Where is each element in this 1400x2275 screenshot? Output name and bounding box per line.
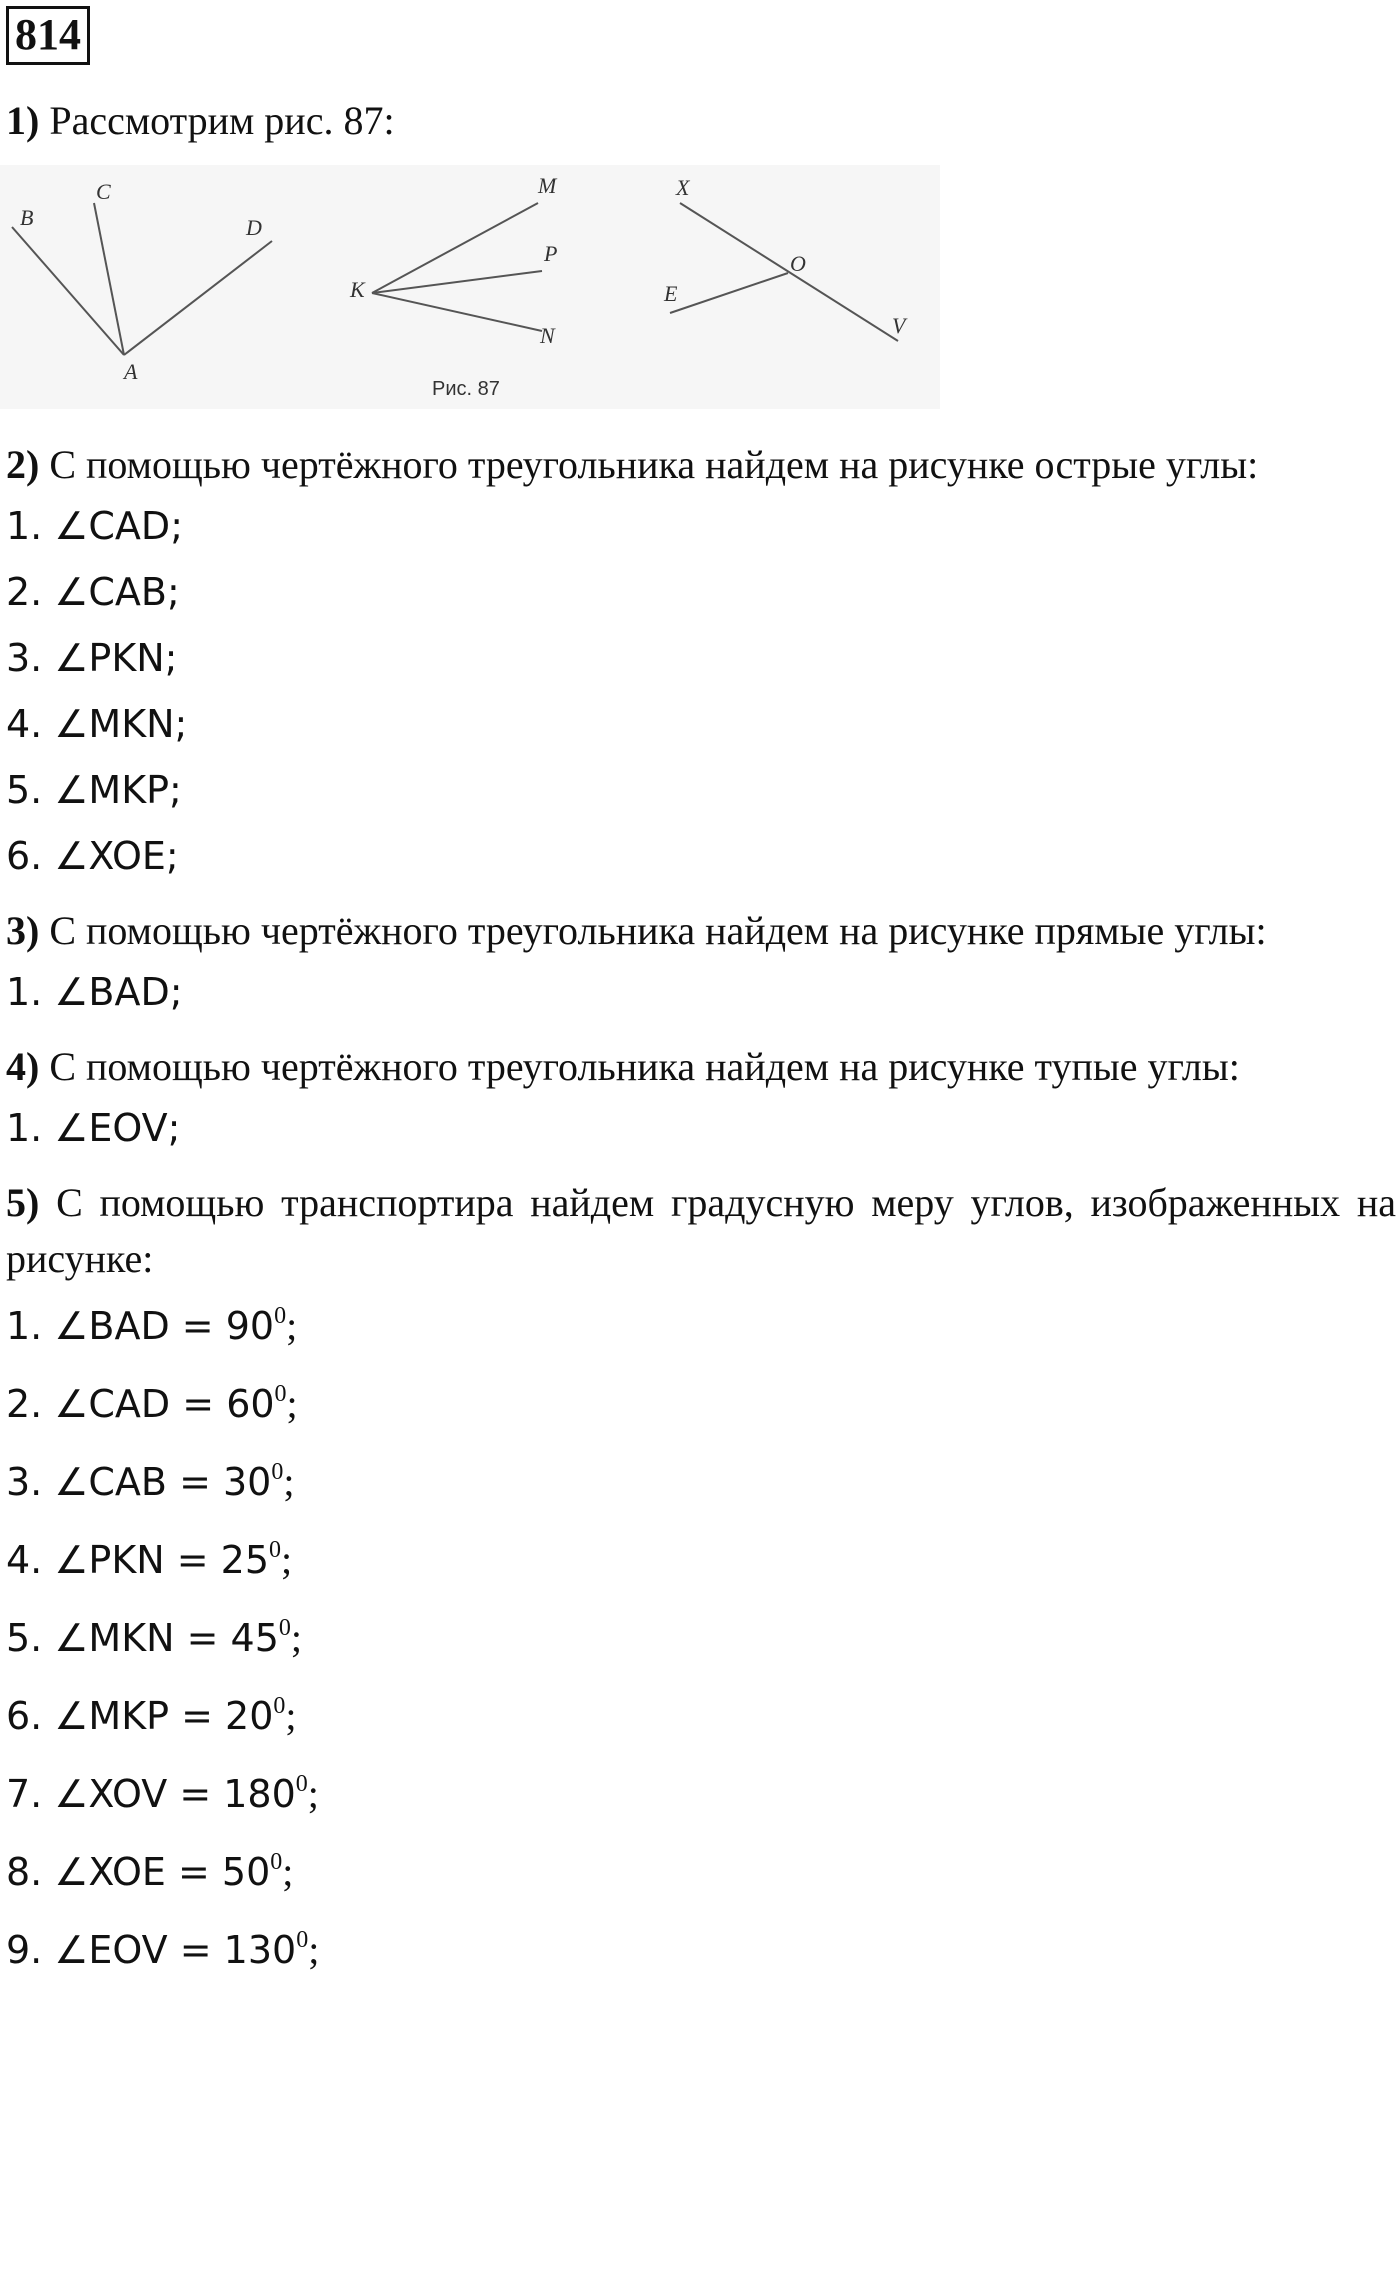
angle-measures-list [6, 1287, 1396, 1989]
section-4-statement: С помощью чертёжного треугольника найдем на рисунке тупые углы: [49, 1044, 1240, 1089]
degree-mark: 0 [270, 1849, 283, 1875]
measure-text: 1. ∠BAD = 90 [6, 1304, 275, 1348]
list-item [6, 823, 1396, 889]
measure-end: ; [308, 1927, 320, 1972]
list-item [6, 691, 1396, 757]
section-2 [6, 437, 1396, 889]
measure-item [6, 1677, 1396, 1755]
degree-mark: 0 [274, 1381, 287, 1407]
ray-KP [372, 271, 542, 293]
list-item-text: 1. ∠CAD; [6, 504, 183, 548]
measure-end: ; [286, 1381, 298, 1426]
line-XV [680, 203, 898, 341]
measure-text: 6. ∠MKP = 20 [6, 1694, 274, 1738]
obtuse-angles-list [6, 1095, 1396, 1161]
measure-end: ; [290, 1615, 303, 1660]
label-A: A [124, 359, 138, 384]
list-item-text: 1. ∠EOV; [6, 1106, 181, 1150]
degree-mark: 0 [295, 1771, 308, 1797]
list-item-text: 2. ∠CAB; [6, 570, 180, 614]
section-3-number: 3) [6, 908, 40, 953]
section-4-text [6, 1039, 1396, 1095]
measure-end: ; [281, 1537, 293, 1582]
ray-OE [670, 273, 788, 313]
label-V: V [892, 313, 906, 338]
label-X: X [676, 175, 690, 200]
measure-end: ; [283, 1459, 295, 1504]
figure-caption: Рис. 87 [432, 378, 500, 400]
label-N: N [540, 323, 555, 348]
measure-item [6, 1911, 1396, 1989]
measure-text: 9. ∠EOV = 130 [6, 1928, 297, 1972]
degree-mark: 0 [273, 1693, 286, 1719]
section-3-text [6, 903, 1396, 959]
list-item [6, 959, 1396, 1025]
list-item-text: 5. ∠MKP; [6, 768, 182, 812]
degree-mark: 0 [274, 1303, 287, 1329]
section-5 [6, 1175, 1396, 1989]
ray-AC [94, 203, 124, 355]
list-item [6, 1095, 1396, 1161]
label-M: M [538, 173, 557, 198]
label-E: E [664, 281, 678, 306]
measure-item [6, 1599, 1396, 1677]
label-C: C [96, 179, 111, 204]
measure-item [6, 1365, 1396, 1443]
ray-KM [372, 203, 538, 293]
list-item [6, 625, 1396, 691]
section-5-number: 5) [6, 1180, 40, 1225]
measure-text: 3. ∠CAB = 30 [6, 1460, 272, 1504]
intro-number: 1) [6, 98, 40, 143]
list-item [6, 493, 1396, 559]
task-number: 814 [6, 6, 90, 65]
degree-mark: 0 [271, 1459, 284, 1485]
figure-87-drawing [0, 165, 940, 409]
measure-end: ; [285, 1693, 297, 1738]
intro-line [6, 95, 1396, 147]
measure-item [6, 1833, 1396, 1911]
section-4-number: 4) [6, 1044, 40, 1089]
measure-text: 5. ∠MKN = 45 [6, 1616, 279, 1660]
list-item [6, 559, 1396, 625]
intro-text: Рассмотрим рис. 87: [49, 98, 395, 143]
measure-item [6, 1755, 1396, 1833]
measure-end: ; [286, 1303, 298, 1348]
section-4 [6, 1039, 1396, 1161]
measure-text: 8. ∠XOE = 50 [6, 1850, 271, 1894]
section-5-text [6, 1175, 1396, 1287]
list-item-text: 6. ∠XOE; [6, 834, 179, 878]
label-D: D [246, 215, 262, 240]
label-P: P [544, 241, 558, 266]
ray-KN [372, 293, 542, 331]
degree-mark: 0 [278, 1615, 291, 1641]
degree-mark: 0 [269, 1537, 282, 1563]
right-angles-list [6, 959, 1396, 1025]
label-O: O [790, 251, 806, 276]
measure-end: ; [307, 1771, 319, 1816]
degree-mark: 0 [296, 1927, 309, 1953]
list-item [6, 757, 1396, 823]
measure-item [6, 1521, 1396, 1599]
measure-text: 2. ∠CAD = 60 [6, 1382, 275, 1426]
ray-AD [124, 241, 272, 355]
section-2-statement: С помощью чертёжного треугольника найдем на рисунке острые углы: [49, 442, 1259, 487]
section-3 [6, 903, 1396, 1025]
list-item-text: 1. ∠BAD; [6, 970, 183, 1014]
solution-page [6, 0, 1396, 1989]
section-2-text [6, 437, 1396, 493]
measure-text: 4. ∠PKN = 25 [6, 1538, 270, 1582]
label-B: B [20, 205, 34, 230]
measure-text: 7. ∠XOV = 180 [6, 1772, 296, 1816]
section-5-statement: С помощью транспортира найдем градусную меру углов, изображенных на рисунке: [6, 1180, 1396, 1281]
section-2-number: 2) [6, 442, 40, 487]
label-K: K [350, 277, 365, 302]
section-3-statement: С помощью чертёжного треугольника найдем на рисунке прямые углы: [49, 908, 1267, 953]
measure-item [6, 1443, 1396, 1521]
acute-angles-list [6, 493, 1396, 889]
measure-item [6, 1287, 1396, 1365]
figure-87 [0, 165, 940, 409]
list-item-text: 4. ∠MKN; [6, 702, 188, 746]
ray-AB [12, 227, 124, 355]
list-item-text: 3. ∠PKN; [6, 636, 178, 680]
measure-end: ; [282, 1849, 294, 1894]
